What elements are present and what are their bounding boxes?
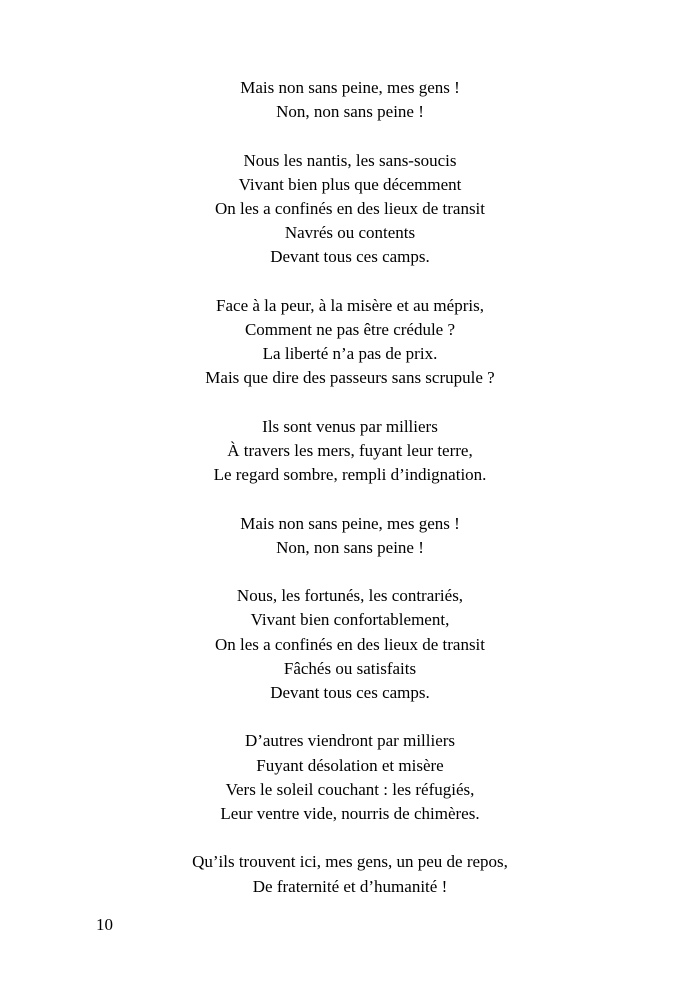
poem-line: Qu’ils trouvent ici, mes gens, un peu de repos, xyxy=(192,852,508,872)
stanza-4 xyxy=(0,415,700,488)
poem-line: À travers les mers, fuyant leur terre, xyxy=(227,441,473,460)
stanza-8 xyxy=(0,850,700,898)
poem-line: On les a confinés en des lieux de transit xyxy=(214,199,486,218)
poem xyxy=(0,76,700,923)
poem-line: La liberté n’a pas de prix. xyxy=(262,344,438,364)
poem-line: Non, non sans peine ! xyxy=(276,102,424,122)
poem-line: Vers le soleil couchant : les réfugiés, xyxy=(225,779,475,799)
stanza-2 xyxy=(0,149,700,270)
poem-line: Leur ventre vide, nourris de chimères. xyxy=(220,804,480,823)
poem-line: Mais non sans peine, mes gens ! xyxy=(240,513,460,533)
poem-line: Mais que dire des passeurs sans scrupule ? xyxy=(205,368,495,388)
poem-line: Vivant bien confortablement, xyxy=(250,610,450,630)
poem-line: Non, non sans peine ! xyxy=(276,537,424,557)
stanza-1 xyxy=(0,76,700,124)
poem-line: Navrés ou contents xyxy=(284,223,416,243)
poem-line: Vivant bien plus que décemment xyxy=(238,174,462,194)
poem-line: Fâchés ou satisfaits xyxy=(283,658,417,678)
poem-line: De fraternité et d’humanité ! xyxy=(252,876,448,896)
poem-line: Devant tous ces camps. xyxy=(270,247,430,267)
poem-line: D’autres viendront par milliers xyxy=(244,731,456,751)
stanza-7 xyxy=(0,729,700,826)
poem-line: Devant tous ces camps. xyxy=(270,683,430,702)
poem-line: Nous, les fortunés, les contrariés, xyxy=(236,586,464,606)
poem-line: Mais non sans peine, mes gens ! xyxy=(240,78,460,97)
poem-line: Nous les nantis, les sans-soucis xyxy=(243,150,457,170)
page-number: 10 xyxy=(96,915,113,934)
poem-line: Le regard sombre, rempli d’indignation. xyxy=(213,465,487,485)
stanza-3 xyxy=(0,294,700,391)
poem-line: On les a confinés en des lieux de transit xyxy=(214,634,486,654)
poem-line: Fuyant désolation et misère xyxy=(256,755,444,775)
stanza-5 xyxy=(0,512,700,560)
poem-line: Ils sont venus par milliers xyxy=(262,416,438,436)
poem-line: Comment ne pas être crédule ? xyxy=(244,320,456,339)
stanza-6 xyxy=(0,584,700,705)
poem-line: Face à la peur, à la misère et au mépris, xyxy=(216,295,484,315)
